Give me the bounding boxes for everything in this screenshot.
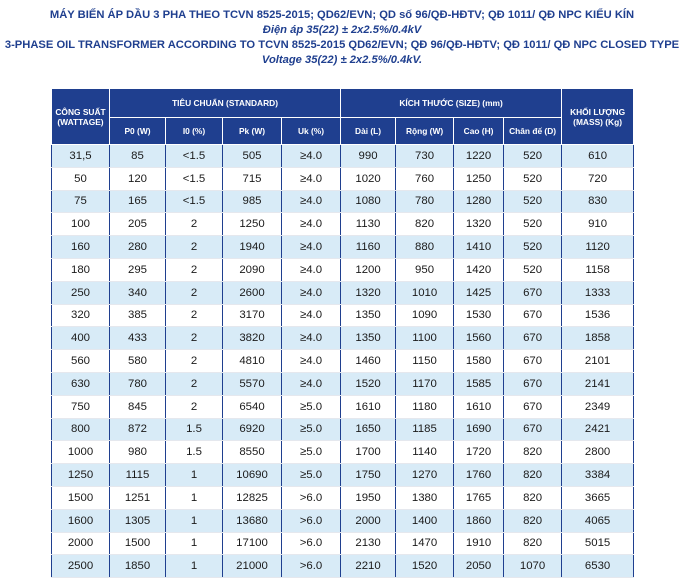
table-cell: 1158 (562, 258, 634, 281)
table-cell: 1115 (110, 464, 166, 487)
table-cell: 1585 (454, 372, 504, 395)
table-cell: 2 (166, 236, 223, 259)
table-cell: 2 (166, 350, 223, 373)
table-cell: ≥4.0 (282, 167, 341, 190)
table-row (52, 145, 634, 168)
table-cell: 1940 (223, 236, 282, 259)
header-width: Rộng (W) (396, 118, 454, 145)
table-cell: 800 (52, 418, 110, 441)
table-cell: 1 (166, 555, 223, 578)
table-cell: 580 (110, 350, 166, 373)
table-cell: 750 (52, 395, 110, 418)
table-cell: ≥4.0 (282, 372, 341, 395)
transformer-spec-table (51, 88, 634, 578)
table-cell: 2500 (52, 555, 110, 578)
table-cell: 1150 (396, 350, 454, 373)
table-cell: 1950 (341, 486, 396, 509)
table-cell: 1850 (110, 555, 166, 578)
document-header (0, 8, 684, 68)
table-cell: 3665 (562, 486, 634, 509)
table-cell: 85 (110, 145, 166, 168)
table-cell: >6.0 (282, 532, 341, 555)
table-cell: <1.5 (166, 145, 223, 168)
table-cell: 12825 (223, 486, 282, 509)
table-cell: ≥4.0 (282, 190, 341, 213)
table-cell: 1765 (454, 486, 504, 509)
table-cell: 820 (504, 532, 562, 555)
voltage-vietnamese: Điện áp 35(22) ± 2x2.5%/0.4kV (262, 24, 422, 36)
table-cell: ≥4.0 (282, 145, 341, 168)
header-uk: Uk (%) (282, 118, 341, 145)
table-cell: 1320 (341, 281, 396, 304)
table-cell: 6920 (223, 418, 282, 441)
table-cell: 2 (166, 372, 223, 395)
table-cell: 670 (504, 418, 562, 441)
table-cell: 1080 (341, 190, 396, 213)
table-cell: 5570 (223, 372, 282, 395)
table-cell: ≥4.0 (282, 304, 341, 327)
table-cell: 1580 (454, 350, 504, 373)
table-cell: 715 (223, 167, 282, 190)
table-cell: ≥5.0 (282, 395, 341, 418)
header-base: Chân đế (D) (504, 118, 562, 145)
table-cell: 250 (52, 281, 110, 304)
table-cell: 320 (52, 304, 110, 327)
table-cell: 180 (52, 258, 110, 281)
table-cell: 120 (110, 167, 166, 190)
table-cell: 872 (110, 418, 166, 441)
table-cell: 4065 (562, 509, 634, 532)
table-cell: 1536 (562, 304, 634, 327)
table-cell: 1700 (341, 441, 396, 464)
table-cell: 1860 (454, 509, 504, 532)
table-cell: 670 (504, 395, 562, 418)
table-cell: 1600 (52, 509, 110, 532)
table-cell: 2090 (223, 258, 282, 281)
table-cell: 21000 (223, 555, 282, 578)
table-cell: 2210 (341, 555, 396, 578)
table-cell: 910 (562, 213, 634, 236)
table-cell: 8550 (223, 441, 282, 464)
table-cell: 1610 (341, 395, 396, 418)
table-cell: 10690 (223, 464, 282, 487)
table-cell: 880 (396, 236, 454, 259)
table-cell: 1220 (454, 145, 504, 168)
table-cell: 1520 (396, 555, 454, 578)
header-wattage: CÔNG SUẤT (WATTAGE) (52, 89, 110, 145)
table-cell: 730 (396, 145, 454, 168)
table-cell: 1 (166, 509, 223, 532)
table-cell: 2000 (52, 532, 110, 555)
table-cell: 2800 (562, 441, 634, 464)
table-cell: 1140 (396, 441, 454, 464)
table-cell: 1750 (341, 464, 396, 487)
table-cell: ≥5.0 (282, 418, 341, 441)
table-row (52, 190, 634, 213)
table-cell: 820 (396, 213, 454, 236)
table-cell: 610 (562, 145, 634, 168)
table-cell: 1000 (52, 441, 110, 464)
table-row (52, 372, 634, 395)
table-cell: 13680 (223, 509, 282, 532)
table-cell: ≥4.0 (282, 327, 341, 350)
table-cell: 1280 (454, 190, 504, 213)
table-cell: 1320 (454, 213, 504, 236)
table-cell: 1170 (396, 372, 454, 395)
table-cell: 670 (504, 372, 562, 395)
table-cell: 820 (504, 441, 562, 464)
table-cell: 1130 (341, 213, 396, 236)
table-cell: >6.0 (282, 509, 341, 532)
table-cell: 1410 (454, 236, 504, 259)
table-cell: 400 (52, 327, 110, 350)
table-cell: 830 (562, 190, 634, 213)
table-cell: 820 (504, 509, 562, 532)
table-cell: ≥4.0 (282, 350, 341, 373)
table-row (52, 464, 634, 487)
table-cell: 950 (396, 258, 454, 281)
table-cell: 1090 (396, 304, 454, 327)
table-cell: ≥5.0 (282, 441, 341, 464)
table-row (52, 509, 634, 532)
table-cell: 433 (110, 327, 166, 350)
table-body (52, 145, 634, 578)
table-cell: 520 (504, 258, 562, 281)
table-cell: 1160 (341, 236, 396, 259)
table-row (52, 555, 634, 578)
table-cell: 1 (166, 486, 223, 509)
table-cell: 520 (504, 236, 562, 259)
table-row (52, 167, 634, 190)
table-cell: 1350 (341, 327, 396, 350)
table-row (52, 350, 634, 373)
table-cell: >6.0 (282, 486, 341, 509)
table-cell: 1250 (223, 213, 282, 236)
table-cell: 1305 (110, 509, 166, 532)
table-cell: 5015 (562, 532, 634, 555)
table-cell: 760 (396, 167, 454, 190)
voltage-english: Voltage 35(22) ± 2x2.5%/0.4kV. (261, 54, 423, 66)
table-cell: 670 (504, 281, 562, 304)
table-row (52, 486, 634, 509)
table-cell: 385 (110, 304, 166, 327)
table-row (52, 213, 634, 236)
table-cell: 165 (110, 190, 166, 213)
table-cell: 1.5 (166, 441, 223, 464)
table-cell: 1530 (454, 304, 504, 327)
table-cell: 2 (166, 304, 223, 327)
header-height: Cao (H) (454, 118, 504, 145)
table-row (52, 395, 634, 418)
table-cell: 560 (52, 350, 110, 373)
table-cell: 1250 (454, 167, 504, 190)
table-cell: 2600 (223, 281, 282, 304)
table-cell: 4810 (223, 350, 282, 373)
table-cell: 100 (52, 213, 110, 236)
table-cell: 1250 (52, 464, 110, 487)
table-cell: ≥5.0 (282, 464, 341, 487)
table-cell: 3820 (223, 327, 282, 350)
header-size: KÍCH THƯỚC (SIZE) (mm) (341, 89, 562, 118)
table-cell: 1333 (562, 281, 634, 304)
table-cell: 1425 (454, 281, 504, 304)
table-cell: 1500 (52, 486, 110, 509)
title-english: 3-PHASE OIL TRANSFORMER ACCORDING TO TCVN 8525-2015 QD62/EVN; QĐ 96/QĐ-HĐTV; QĐ 1011/ QĐ NPC CLOSED TYPE (4, 39, 680, 51)
table-cell: 1500 (110, 532, 166, 555)
table-cell: 3384 (562, 464, 634, 487)
table-row (52, 258, 634, 281)
table-row (52, 327, 634, 350)
header-mass: KHỐI LƯỢNG (MASS) (Kg) (562, 89, 634, 145)
table-cell: 1 (166, 532, 223, 555)
table-cell: 980 (110, 441, 166, 464)
title-vietnamese: MÁY BIẾN ÁP DẦU 3 PHA THEO TCVN 8525-2015; QD62/EVN; QD số 96/QĐ-HĐTV; QĐ 1011/ QĐ NPC KIỂU KÍN (49, 9, 635, 21)
table-cell: 1070 (504, 555, 562, 578)
table-cell: 205 (110, 213, 166, 236)
table-cell: 1858 (562, 327, 634, 350)
table-cell: <1.5 (166, 167, 223, 190)
table-cell: 670 (504, 327, 562, 350)
table-cell: 1 (166, 464, 223, 487)
table-cell: 985 (223, 190, 282, 213)
table-cell: 1720 (454, 441, 504, 464)
table-cell: ≥4.0 (282, 213, 341, 236)
table-cell: 720 (562, 167, 634, 190)
table-cell: 670 (504, 304, 562, 327)
table-cell: 1420 (454, 258, 504, 281)
table-cell: 1185 (396, 418, 454, 441)
table-cell: 2 (166, 213, 223, 236)
table-cell: 295 (110, 258, 166, 281)
table-row (52, 532, 634, 555)
table-cell: 820 (504, 464, 562, 487)
table-row (52, 304, 634, 327)
table-cell: 2101 (562, 350, 634, 373)
header-p0: P0 (W) (110, 118, 166, 145)
table-cell: 1560 (454, 327, 504, 350)
table-cell: 820 (504, 486, 562, 509)
table-cell: 1200 (341, 258, 396, 281)
header-pk: Pk (W) (223, 118, 282, 145)
table-cell: 3170 (223, 304, 282, 327)
table-cell: 1400 (396, 509, 454, 532)
table-cell: 31,5 (52, 145, 110, 168)
table-cell: 1251 (110, 486, 166, 509)
table-cell: 2130 (341, 532, 396, 555)
table-cell: 2 (166, 258, 223, 281)
table-cell: 1380 (396, 486, 454, 509)
table-cell: 1690 (454, 418, 504, 441)
table-cell: 520 (504, 145, 562, 168)
table-cell: 520 (504, 213, 562, 236)
table-cell: 845 (110, 395, 166, 418)
table-cell: 1020 (341, 167, 396, 190)
table-cell: 990 (341, 145, 396, 168)
table-row (52, 418, 634, 441)
table-cell: 50 (52, 167, 110, 190)
table-cell: 1760 (454, 464, 504, 487)
header-i0: I0 (%) (166, 118, 223, 145)
table-cell: 2000 (341, 509, 396, 532)
table-cell: 1010 (396, 281, 454, 304)
table-cell: 1180 (396, 395, 454, 418)
table-cell: 2141 (562, 372, 634, 395)
table-cell: 1910 (454, 532, 504, 555)
table-cell: 2 (166, 281, 223, 304)
table-cell: <1.5 (166, 190, 223, 213)
table-cell: 340 (110, 281, 166, 304)
table-cell: ≥4.0 (282, 281, 341, 304)
table-cell: 1100 (396, 327, 454, 350)
table-cell: 1610 (454, 395, 504, 418)
table-cell: 160 (52, 236, 110, 259)
table-cell: 75 (52, 190, 110, 213)
table-cell: 520 (504, 190, 562, 213)
table-cell: ≥4.0 (282, 258, 341, 281)
table-cell: >6.0 (282, 555, 341, 578)
table-cell: 505 (223, 145, 282, 168)
table-cell: 1120 (562, 236, 634, 259)
table-cell: 2 (166, 395, 223, 418)
table-cell: 2 (166, 327, 223, 350)
table-cell: 520 (504, 167, 562, 190)
table-cell: 2349 (562, 395, 634, 418)
table-cell: 1520 (341, 372, 396, 395)
table-cell: 780 (396, 190, 454, 213)
table-cell: 2421 (562, 418, 634, 441)
table-row (52, 281, 634, 304)
table-cell: 6530 (562, 555, 634, 578)
table-cell: 1.5 (166, 418, 223, 441)
table-row (52, 236, 634, 259)
table-cell: 1270 (396, 464, 454, 487)
header-standard: TIÊU CHUẨN (STANDARD) (110, 89, 341, 118)
table-cell: 2050 (454, 555, 504, 578)
table-cell: 1650 (341, 418, 396, 441)
table-cell: 17100 (223, 532, 282, 555)
table-cell: 630 (52, 372, 110, 395)
table-cell: 780 (110, 372, 166, 395)
table-row (52, 441, 634, 464)
table-cell: 1470 (396, 532, 454, 555)
table-cell: 6540 (223, 395, 282, 418)
table-cell: 1350 (341, 304, 396, 327)
table-cell: 280 (110, 236, 166, 259)
table-cell: 1460 (341, 350, 396, 373)
table-cell: ≥4.0 (282, 236, 341, 259)
table-cell: 670 (504, 350, 562, 373)
header-length: Dài (L) (341, 118, 396, 145)
